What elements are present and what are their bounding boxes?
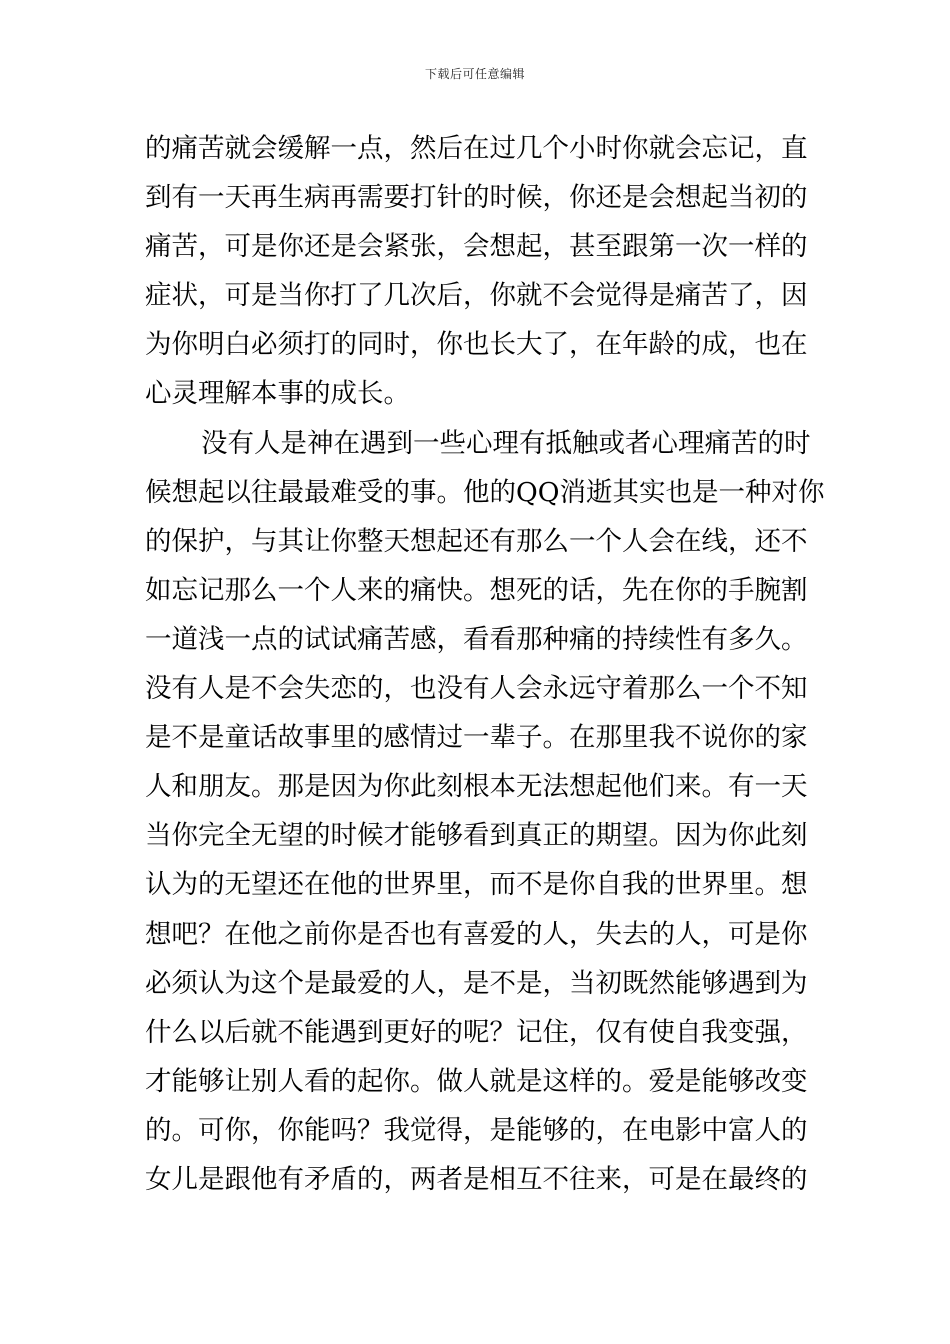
- text-line: 女儿是跟他有矛盾的，两者是相互不往来，可是在最终的: [145, 1163, 808, 1195]
- paragraph-1: [145, 124, 807, 419]
- text-line: 没有人是神在遇到一些心理有抵触或者心理痛苦的时: [201, 427, 811, 459]
- paragraph-2: [145, 419, 825, 1205]
- text-line: 一道浅一点的试试痛苦感，看看那种痛的持续性有多久。: [145, 623, 808, 655]
- text-line: 症状，可是当你打了几次后，你就不会觉得是痛苦了，因: [145, 280, 808, 312]
- text-line: 到有一天再生病再需要打针的时候，你还是会想起当初的: [145, 182, 808, 214]
- text-line: 的保护，与其让你整天想起还有那么一个人会在线，还不: [145, 525, 808, 557]
- text-line: 人和朋友。那是因为你此刻根本无法想起他们来。有一天: [145, 771, 808, 803]
- text-line: 什么以后就不能遇到更好的呢？记住，仅有使自我变强，: [145, 1016, 808, 1048]
- text-line: 必须认为这个是最爱的人，是不是，当初既然能够遇到为: [145, 967, 808, 999]
- text-line: 的痛苦就会缓解一点，然后在过几个小时你就会忘记，直: [145, 133, 808, 164]
- text-line: 候想起以往最最难受的事。他的QQ消逝其实也是一种对你: [145, 476, 825, 508]
- text-line: 是不是童话故事里的感情过一辈子。在那里我不说你的家: [145, 722, 808, 754]
- text-line: 才能够让别人看的起你。做人就是这样的。爱是能够改变: [145, 1065, 808, 1097]
- text-line: 想吧？在他之前你是否也有喜爱的人，失去的人，可是你: [145, 918, 808, 950]
- text-line: 认为的无望还在他的世界里，而不是你自我的世界里。想: [145, 869, 808, 901]
- page-header: 下载后可任意编辑: [424, 67, 525, 81]
- text-line: 心灵理解本事的成长。: [145, 378, 410, 410]
- text-line: 为你明白必须打的同时，你也长大了，在年龄的成，也在: [145, 329, 808, 361]
- text-line: 痛苦，可是你还是会紧张，会想起，甚至跟第一次一样的: [145, 231, 808, 263]
- body-text: [145, 124, 825, 1204]
- text-line: 没有人是不会失恋的，也没有人会永远守着那么一个不知: [145, 673, 808, 705]
- text-line: 的。可你，你能吗？我觉得，是能够的，在电影中富人的: [145, 1114, 808, 1146]
- text-line: 如忘记那么一个人来的痛快。想死的话，先在你的手腕割: [145, 574, 808, 606]
- text-line: 当你完全无望的时候才能够看到真正的期望。因为你此刻: [145, 820, 808, 852]
